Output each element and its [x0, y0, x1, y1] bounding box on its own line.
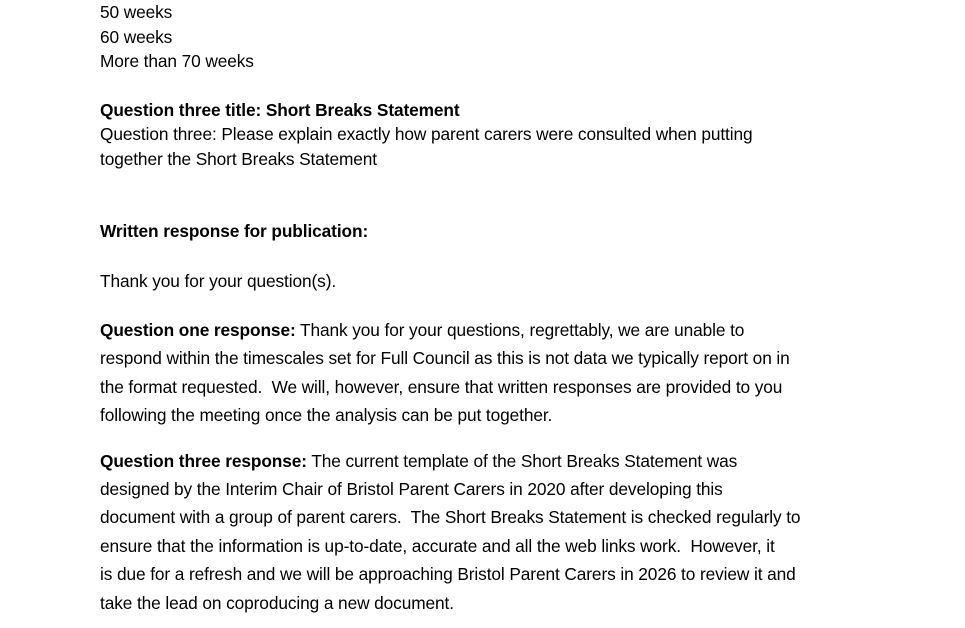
list-item: 60 weeks	[100, 26, 173, 47]
question-three-response-line: designed by the Interim Chair of Bristol Parent Carers in 2020 after developing this	[100, 479, 723, 500]
question-three-response-line: is due for a refresh and we will be approaching Bristol Parent Carers in 2026 to review it and	[100, 564, 796, 585]
question-one-response-label: Question one response:	[100, 320, 296, 340]
question-one-response-line: following the meeting once the analysis can be put together.	[100, 405, 553, 426]
question-three-response-label: Question three response:	[100, 450, 307, 471]
question-three-response-first-text: The current template of the Short Breaks Statement was	[306, 450, 738, 471]
thanks-paragraph: Thank you for your question(s).	[100, 270, 337, 291]
question-three-response-line: ensure that the information is up-to-date, accurate and all the web links work. However, it	[100, 535, 775, 556]
question-one-response-line: respond within the timescales set for Full Council as this is not data we typically report on in	[100, 348, 790, 369]
question-three-response-line: take the lead on coproducing a new document.	[100, 592, 454, 613]
question-three-title: Question three title: Short Breaks Statement	[100, 99, 460, 120]
question-three-response	[100, 447, 900, 617]
question-three-block	[100, 98, 900, 172]
question-one-response-first-line	[100, 316, 900, 344]
question-three-text-line: together the Short Breaks Statement	[100, 148, 377, 169]
question-one-response-first-text: Thank you for your questions, regrettably, we are unable to	[295, 320, 745, 340]
list-item: More than 70 weeks	[100, 51, 254, 71]
weeks-options-list	[100, 0, 900, 74]
written-response-heading: Written response for publication:	[100, 221, 369, 241]
question-three-response-first-line	[100, 447, 900, 475]
question-one-response-line: the format requested. We will, however, ensure that written responses are provided to you	[100, 376, 783, 397]
list-item: 50 weeks	[100, 2, 173, 22]
question-three-text-line: Question three: Please explain exactly how parent carers were consulted when putting	[100, 124, 753, 144]
question-three-response-line: document with a group of parent carers. The Short Breaks Statement is checked regularly to	[100, 507, 801, 528]
question-one-response	[100, 316, 900, 430]
document-body	[100, 0, 900, 617]
